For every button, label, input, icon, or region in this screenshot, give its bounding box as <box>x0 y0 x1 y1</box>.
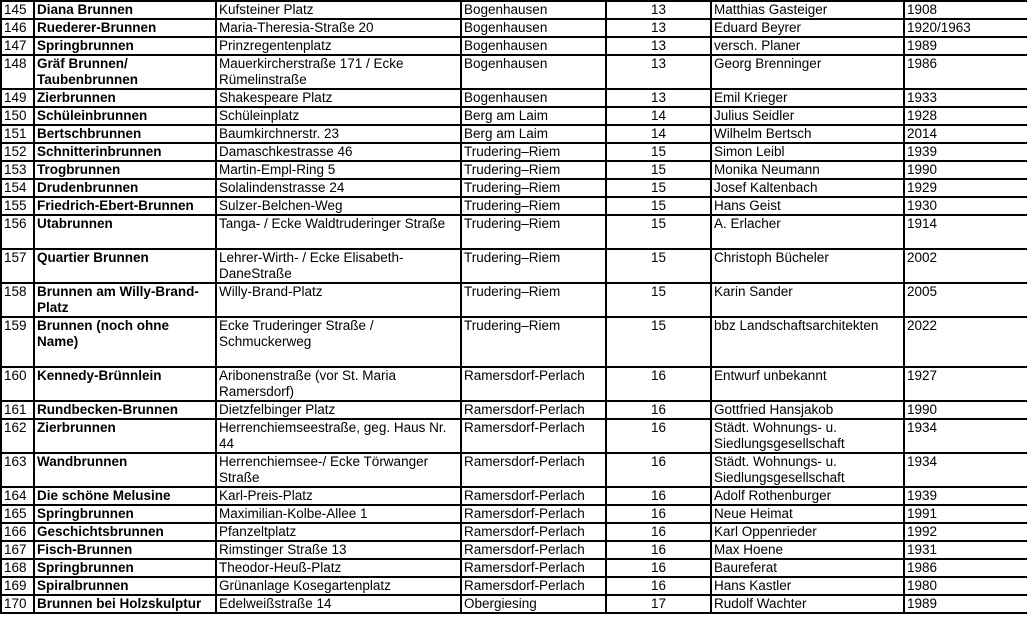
cell-address: Karl-Preis-Platz <box>216 487 461 505</box>
cell-year: 1933 <box>904 89 1027 107</box>
cell-district_no: 16 <box>606 523 711 541</box>
cell-district: Ramersdorf-Perlach <box>461 401 606 419</box>
cell-year: 1939 <box>904 487 1027 505</box>
cell-creator: Hans Geist <box>711 197 904 215</box>
cell-district_no: 14 <box>606 125 711 143</box>
cell-district_no: 13 <box>606 89 711 107</box>
cell-no: 145 <box>1 1 34 19</box>
table-row <box>1 19 1027 37</box>
cell-creator: Städt. Wohnungs- u. Siedlungsgesellschaft <box>711 453 904 487</box>
cell-name: Diana Brunnen <box>34 1 216 19</box>
cell-creator: Wilhelm Bertsch <box>711 125 904 143</box>
table-row <box>1 419 1027 453</box>
cell-name: Trogbrunnen <box>34 161 216 179</box>
cell-name: Zierbrunnen <box>34 89 216 107</box>
table-row <box>1 143 1027 161</box>
cell-district: Ramersdorf-Perlach <box>461 541 606 559</box>
cell-address: Martin-Empl-Ring 5 <box>216 161 461 179</box>
cell-no: 164 <box>1 487 34 505</box>
table-row <box>1 37 1027 55</box>
cell-name: Kennedy-Brünnlein <box>34 367 216 401</box>
cell-year: 1989 <box>904 595 1027 613</box>
table-row <box>1 523 1027 541</box>
cell-year: 1939 <box>904 143 1027 161</box>
cell-year: 2022 <box>904 317 1027 367</box>
cell-district_no: 15 <box>606 143 711 161</box>
cell-address: Schüleinplatz <box>216 107 461 125</box>
cell-district: Bogenhausen <box>461 19 606 37</box>
cell-address: Rimstinger Straße 13 <box>216 541 461 559</box>
cell-district_no: 13 <box>606 55 711 89</box>
cell-district: Ramersdorf-Perlach <box>461 523 606 541</box>
table-row <box>1 1 1027 19</box>
table-row <box>1 283 1027 317</box>
cell-year: 1929 <box>904 179 1027 197</box>
cell-creator: Baureferat <box>711 559 904 577</box>
cell-creator: Matthias Gasteiger <box>711 1 904 19</box>
table-row <box>1 161 1027 179</box>
cell-no: 154 <box>1 179 34 197</box>
cell-district: Ramersdorf-Perlach <box>461 419 606 453</box>
table-row <box>1 453 1027 487</box>
cell-district_no: 17 <box>606 595 711 613</box>
cell-creator: Julius Seidler <box>711 107 904 125</box>
fountain-table-body <box>1 1 1027 613</box>
cell-district: Bogenhausen <box>461 37 606 55</box>
cell-name: Brunnen bei Holzskulptur <box>34 595 216 613</box>
cell-name: Spiralbrunnen <box>34 577 216 595</box>
cell-creator: Monika Neumann <box>711 161 904 179</box>
cell-name: Schüleinbrunnen <box>34 107 216 125</box>
cell-address: Ecke Truderinger Straße / Schmuckerweg <box>216 317 461 367</box>
cell-year: 1934 <box>904 419 1027 453</box>
cell-district_no: 14 <box>606 107 711 125</box>
cell-year: 1986 <box>904 559 1027 577</box>
cell-district: Trudering–Riem <box>461 283 606 317</box>
cell-no: 161 <box>1 401 34 419</box>
cell-name: Drudenbrunnen <box>34 179 216 197</box>
cell-creator: Rudolf Wachter <box>711 595 904 613</box>
cell-district_no: 13 <box>606 37 711 55</box>
table-row <box>1 179 1027 197</box>
cell-address: Maria-Theresia-Straße 20 <box>216 19 461 37</box>
cell-year: 1990 <box>904 401 1027 419</box>
cell-no: 148 <box>1 55 34 89</box>
cell-no: 150 <box>1 107 34 125</box>
cell-year: 2014 <box>904 125 1027 143</box>
cell-district_no: 16 <box>606 505 711 523</box>
cell-address: Willy-Brand-Platz <box>216 283 461 317</box>
cell-district_no: 13 <box>606 1 711 19</box>
cell-district: Ramersdorf-Perlach <box>461 559 606 577</box>
cell-district: Trudering–Riem <box>461 215 606 249</box>
cell-district_no: 15 <box>606 197 711 215</box>
cell-name: Brunnen (noch ohne Name) <box>34 317 216 367</box>
cell-no: 169 <box>1 577 34 595</box>
table-row <box>1 125 1027 143</box>
cell-year: 1930 <box>904 197 1027 215</box>
cell-district: Obergiesing <box>461 595 606 613</box>
cell-creator: Simon Leibl <box>711 143 904 161</box>
cell-address: Aribonenstraße (vor St. Maria Ramersdorf) <box>216 367 461 401</box>
cell-name: Fisch-Brunnen <box>34 541 216 559</box>
cell-creator: Entwurf unbekannt <box>711 367 904 401</box>
cell-year: 1927 <box>904 367 1027 401</box>
cell-creator: A. Erlacher <box>711 215 904 249</box>
cell-district_no: 15 <box>606 161 711 179</box>
cell-name: Bertschbrunnen <box>34 125 216 143</box>
cell-address: Dietzfelbinger Platz <box>216 401 461 419</box>
cell-district_no: 15 <box>606 317 711 367</box>
table-row <box>1 595 1027 613</box>
cell-address: Herrenchiemseestraße, geg. Haus Nr. 44 <box>216 419 461 453</box>
cell-year: 1920/1963 <box>904 19 1027 37</box>
cell-year: 2005 <box>904 283 1027 317</box>
cell-year: 1989 <box>904 37 1027 55</box>
cell-district: Trudering–Riem <box>461 143 606 161</box>
cell-year: 2002 <box>904 249 1027 283</box>
cell-creator: Eduard Beyrer <box>711 19 904 37</box>
cell-no: 155 <box>1 197 34 215</box>
cell-address: Pfanzeltplatz <box>216 523 461 541</box>
cell-address: Theodor-Heuß-Platz <box>216 559 461 577</box>
cell-district: Ramersdorf-Perlach <box>461 577 606 595</box>
cell-address: Maximilian-Kolbe-Allee 1 <box>216 505 461 523</box>
cell-district: Trudering–Riem <box>461 249 606 283</box>
cell-name: Geschichtsbrunnen <box>34 523 216 541</box>
cell-name: Wandbrunnen <box>34 453 216 487</box>
cell-creator: Städt. Wohnungs- u. Siedlungsgesellschaft <box>711 419 904 453</box>
cell-address: Shakespeare Platz <box>216 89 461 107</box>
cell-no: 151 <box>1 125 34 143</box>
cell-district_no: 15 <box>606 179 711 197</box>
cell-no: 159 <box>1 317 34 367</box>
cell-address: Grünanlage Kosegartenplatz <box>216 577 461 595</box>
cell-district: Trudering–Riem <box>461 161 606 179</box>
cell-address: Edelweißstraße 14 <box>216 595 461 613</box>
cell-creator: Karl Oppenrieder <box>711 523 904 541</box>
cell-name: Springbrunnen <box>34 37 216 55</box>
cell-address: Lehrer-Wirth- / Ecke Elisabeth-DaneStraße <box>216 249 461 283</box>
cell-address: Kufsteiner Platz <box>216 1 461 19</box>
cell-district: Bogenhausen <box>461 89 606 107</box>
cell-creator: Josef Kaltenbach <box>711 179 904 197</box>
cell-no: 157 <box>1 249 34 283</box>
cell-district_no: 16 <box>606 453 711 487</box>
cell-year: 1990 <box>904 161 1027 179</box>
table-row <box>1 505 1027 523</box>
cell-name: Ruederer-Brunnen <box>34 19 216 37</box>
cell-creator: Hans Kastler <box>711 577 904 595</box>
table-row <box>1 215 1027 249</box>
cell-no: 170 <box>1 595 34 613</box>
cell-creator: versch. Planer <box>711 37 904 55</box>
cell-name: Gräf Brunnen/ Taubenbrunnen <box>34 55 216 89</box>
cell-name: Rundbecken-Brunnen <box>34 401 216 419</box>
cell-creator: Adolf Rothenburger <box>711 487 904 505</box>
cell-no: 160 <box>1 367 34 401</box>
cell-year: 1992 <box>904 523 1027 541</box>
cell-no: 166 <box>1 523 34 541</box>
table-row <box>1 197 1027 215</box>
cell-name: Die schöne Melusine <box>34 487 216 505</box>
table-row <box>1 559 1027 577</box>
cell-year: 1908 <box>904 1 1027 19</box>
table-row <box>1 367 1027 401</box>
cell-district: Trudering–Riem <box>461 179 606 197</box>
table-row <box>1 317 1027 367</box>
cell-address: Baumkirchnerstr. 23 <box>216 125 461 143</box>
cell-name: Schnitterinbrunnen <box>34 143 216 161</box>
cell-no: 156 <box>1 215 34 249</box>
cell-address: Damaschkestrasse 46 <box>216 143 461 161</box>
cell-district_no: 15 <box>606 283 711 317</box>
table-row <box>1 577 1027 595</box>
cell-district_no: 16 <box>606 541 711 559</box>
cell-district: Trudering–Riem <box>461 197 606 215</box>
cell-district_no: 15 <box>606 249 711 283</box>
cell-district: Ramersdorf-Perlach <box>461 505 606 523</box>
cell-year: 1934 <box>904 453 1027 487</box>
cell-no: 153 <box>1 161 34 179</box>
cell-creator: Christoph Bücheler <box>711 249 904 283</box>
table-row <box>1 487 1027 505</box>
cell-no: 149 <box>1 89 34 107</box>
cell-year: 1980 <box>904 577 1027 595</box>
cell-year: 1931 <box>904 541 1027 559</box>
cell-name: Friedrich-Ebert-Brunnen <box>34 197 216 215</box>
cell-district_no: 13 <box>606 19 711 37</box>
cell-name: Springbrunnen <box>34 559 216 577</box>
cell-district: Berg am Laim <box>461 107 606 125</box>
cell-district: Bogenhausen <box>461 1 606 19</box>
cell-district: Berg am Laim <box>461 125 606 143</box>
cell-no: 162 <box>1 419 34 453</box>
table-row <box>1 541 1027 559</box>
cell-district_no: 16 <box>606 577 711 595</box>
cell-creator: Neue Heimat <box>711 505 904 523</box>
cell-district_no: 16 <box>606 401 711 419</box>
cell-no: 167 <box>1 541 34 559</box>
cell-district_no: 15 <box>606 215 711 249</box>
cell-name: Zierbrunnen <box>34 419 216 453</box>
cell-creator: Georg Brenninger <box>711 55 904 89</box>
cell-name: Brunnen am Willy-Brand-Platz <box>34 283 216 317</box>
table-row <box>1 249 1027 283</box>
table-row <box>1 107 1027 125</box>
table-row <box>1 55 1027 89</box>
cell-name: Springbrunnen <box>34 505 216 523</box>
cell-year: 1914 <box>904 215 1027 249</box>
cell-creator: Gottfried Hansjakob <box>711 401 904 419</box>
cell-district: Ramersdorf-Perlach <box>461 367 606 401</box>
cell-address: Mauerkircherstraße 171 / Ecke Rümelinstraße <box>216 55 461 89</box>
cell-address: Tanga- / Ecke Waldtruderinger Straße <box>216 215 461 249</box>
cell-district_no: 16 <box>606 559 711 577</box>
cell-name: Quartier Brunnen <box>34 249 216 283</box>
cell-district_no: 16 <box>606 419 711 453</box>
cell-district: Bogenhausen <box>461 55 606 89</box>
cell-address: Herrenchiemsee-/ Ecke Törwanger Straße <box>216 453 461 487</box>
cell-year: 1991 <box>904 505 1027 523</box>
cell-name: Utabrunnen <box>34 215 216 249</box>
cell-no: 147 <box>1 37 34 55</box>
cell-district: Ramersdorf-Perlach <box>461 453 606 487</box>
cell-no: 163 <box>1 453 34 487</box>
cell-no: 168 <box>1 559 34 577</box>
cell-year: 1986 <box>904 55 1027 89</box>
cell-district_no: 16 <box>606 487 711 505</box>
cell-creator: Emil Krieger <box>711 89 904 107</box>
cell-no: 152 <box>1 143 34 161</box>
cell-creator: Max Hoene <box>711 541 904 559</box>
cell-district: Ramersdorf-Perlach <box>461 487 606 505</box>
cell-year: 1928 <box>904 107 1027 125</box>
cell-address: Sulzer-Belchen-Weg <box>216 197 461 215</box>
table-row <box>1 89 1027 107</box>
cell-creator: bbz Landschaftsarchitekten <box>711 317 904 367</box>
cell-address: Solalindenstrasse 24 <box>216 179 461 197</box>
cell-no: 158 <box>1 283 34 317</box>
cell-address: Prinzregentenplatz <box>216 37 461 55</box>
cell-creator: Karin Sander <box>711 283 904 317</box>
cell-district_no: 16 <box>606 367 711 401</box>
table-row <box>1 401 1027 419</box>
cell-no: 165 <box>1 505 34 523</box>
cell-no: 146 <box>1 19 34 37</box>
cell-district: Trudering–Riem <box>461 317 606 367</box>
